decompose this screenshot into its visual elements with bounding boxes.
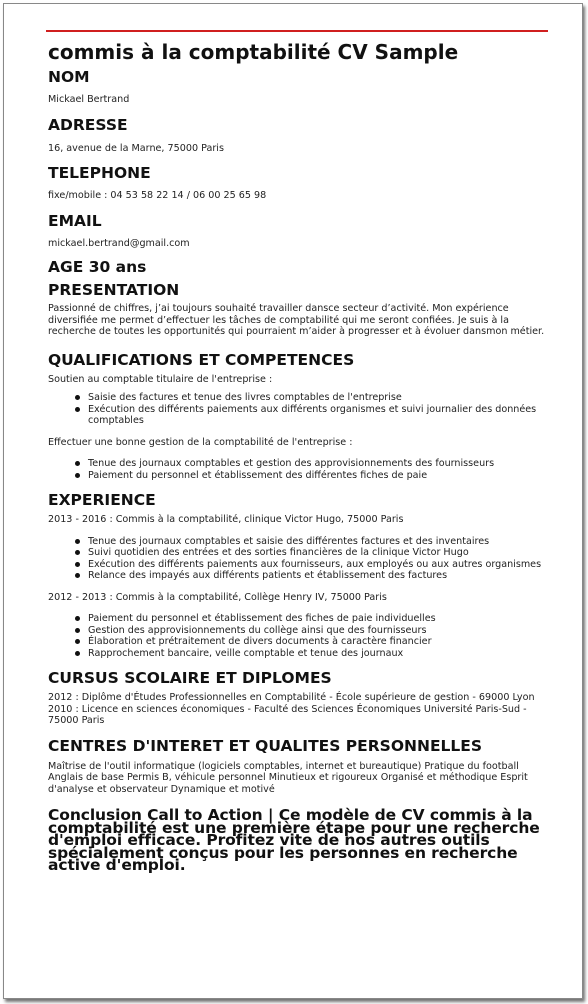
document-title: commis à la comptabilité CV Sample [48, 40, 459, 64]
list-item: Suivi quotidien des entrées et des sorties financières de la clinique Victor Hugo [88, 547, 556, 559]
list-item: Élaboration et prétraitement de divers documents à caractère financier [88, 636, 556, 648]
section-heading-qualifications: QUALIFICATIONS ET COMPETENCES [48, 350, 355, 369]
section-heading-age: AGE 30 ans [48, 258, 147, 276]
experience-list-1 [48, 536, 556, 582]
telephone-value: fixe/mobile : 04 53 58 22 14 / 06 00 25 65 98 [48, 190, 267, 201]
section-heading-adresse: ADRESSE [48, 115, 128, 134]
cv-content [48, 40, 556, 872]
section-heading-email: EMAIL [48, 211, 102, 230]
qualifications-list-2 [48, 458, 556, 481]
experience-list-2 [48, 613, 556, 659]
cv-page [3, 3, 583, 999]
list-item: Paiement du personnel et établissement des fiches de paie individuelles [88, 613, 556, 625]
email-value: mickael.bertrand@gmail.com [48, 237, 190, 249]
list-item: Tenue des journaux comptables et gestion des approvisionnements des fournisseurs [88, 458, 556, 470]
section-heading-cursus: CURSUS SCOLAIRE ET DIPLOMES [48, 669, 332, 687]
cursus-text: 2012 : Diplôme d'Études Professionnelles en Comptabilité - École supérieure de gestion - 69000 Lyon 2010 : Licence en sciences économiques - Faculté des Sciences Économiques Université Paris-Sud - 75000 Paris [48, 692, 535, 726]
section-heading-interets: CENTRES D'INTERET ET QUALITES PERSONNELLES [48, 736, 483, 755]
conclusion-call-to-action: Conclusion Call to Action | Ce modèle de CV commis à la comptabilité est une première étape pour une recherche d'emploi efficace. Profitez vite de nos autres outils spécialement conçus pour les personnes en recherche active d'emploi. [48, 806, 540, 874]
list-item: Exécution des différents paiements aux fournisseurs, aux employés ou aux autres organismes [88, 559, 556, 571]
presentation-text: Passionné de chiffres, j’ai toujours souhaité travailler dansce secteur d’activité. Mon expérience diversifiée me permet d’effectuer les tâches de comptabilité qui me seront confiées. Je suis à la recherche de toutes les opportunités qui pourraient m’aider à progresser et à évoluer dansmon métier. [48, 303, 545, 337]
experience-job-2: 2012 - 2013 : Commis à la comptabilité, Collège Henry IV, 75000 Paris [48, 591, 387, 603]
section-heading-nom: NOM [48, 68, 90, 86]
list-item: Relance des impayés aux différents patients et établissement des factures [88, 570, 556, 582]
qualifications-intro-1: Soutien au comptable titulaire de l'entreprise : [48, 373, 273, 385]
section-heading-experience: EXPERIENCE [48, 491, 156, 509]
list-item: Paiement du personnel et établissement des différentes fiches de paie [88, 470, 556, 482]
list-item: Tenue des journaux comptables et saisie des différentes factures et des inventaires [88, 536, 556, 548]
section-heading-presentation: PRESENTATION [48, 281, 180, 299]
list-item: Gestion des approvisionnements du collège ainsi que des fournisseurs [88, 625, 556, 637]
header-rule [46, 30, 548, 32]
list-item: Rapprochement bancaire, veille comptable et tenue des journaux [88, 648, 556, 660]
section-heading-telephone: TELEPHONE [48, 164, 151, 182]
qualifications-list-1 [48, 392, 556, 427]
adresse-value: 16, avenue de la Marne, 75000 Paris [48, 142, 224, 154]
list-item: Saisie des factures et tenue des livres comptables de l'entreprise [88, 392, 556, 404]
list-item: Exécution des différents paiements aux différents organismes et suivi journalier des données comptables [88, 404, 556, 427]
experience-job-1: 2013 - 2016 : Commis à la comptabilité, clinique Victor Hugo, 75000 Paris [48, 514, 404, 525]
qualifications-intro-2: Effectuer une bonne gestion de la comptabilité de l'entreprise : [48, 436, 353, 448]
nom-value: Mickael Bertrand [48, 94, 130, 105]
interets-text: Maîtrise de l'outil informatique (logiciels comptables, internet et bureautique) Pratique du football Anglais de base Permis B, véhicule personnel Minutieux et rigoureux Organisé et méthodique Esprit d'analyse et observateur Dynamique et motivé [48, 760, 528, 795]
